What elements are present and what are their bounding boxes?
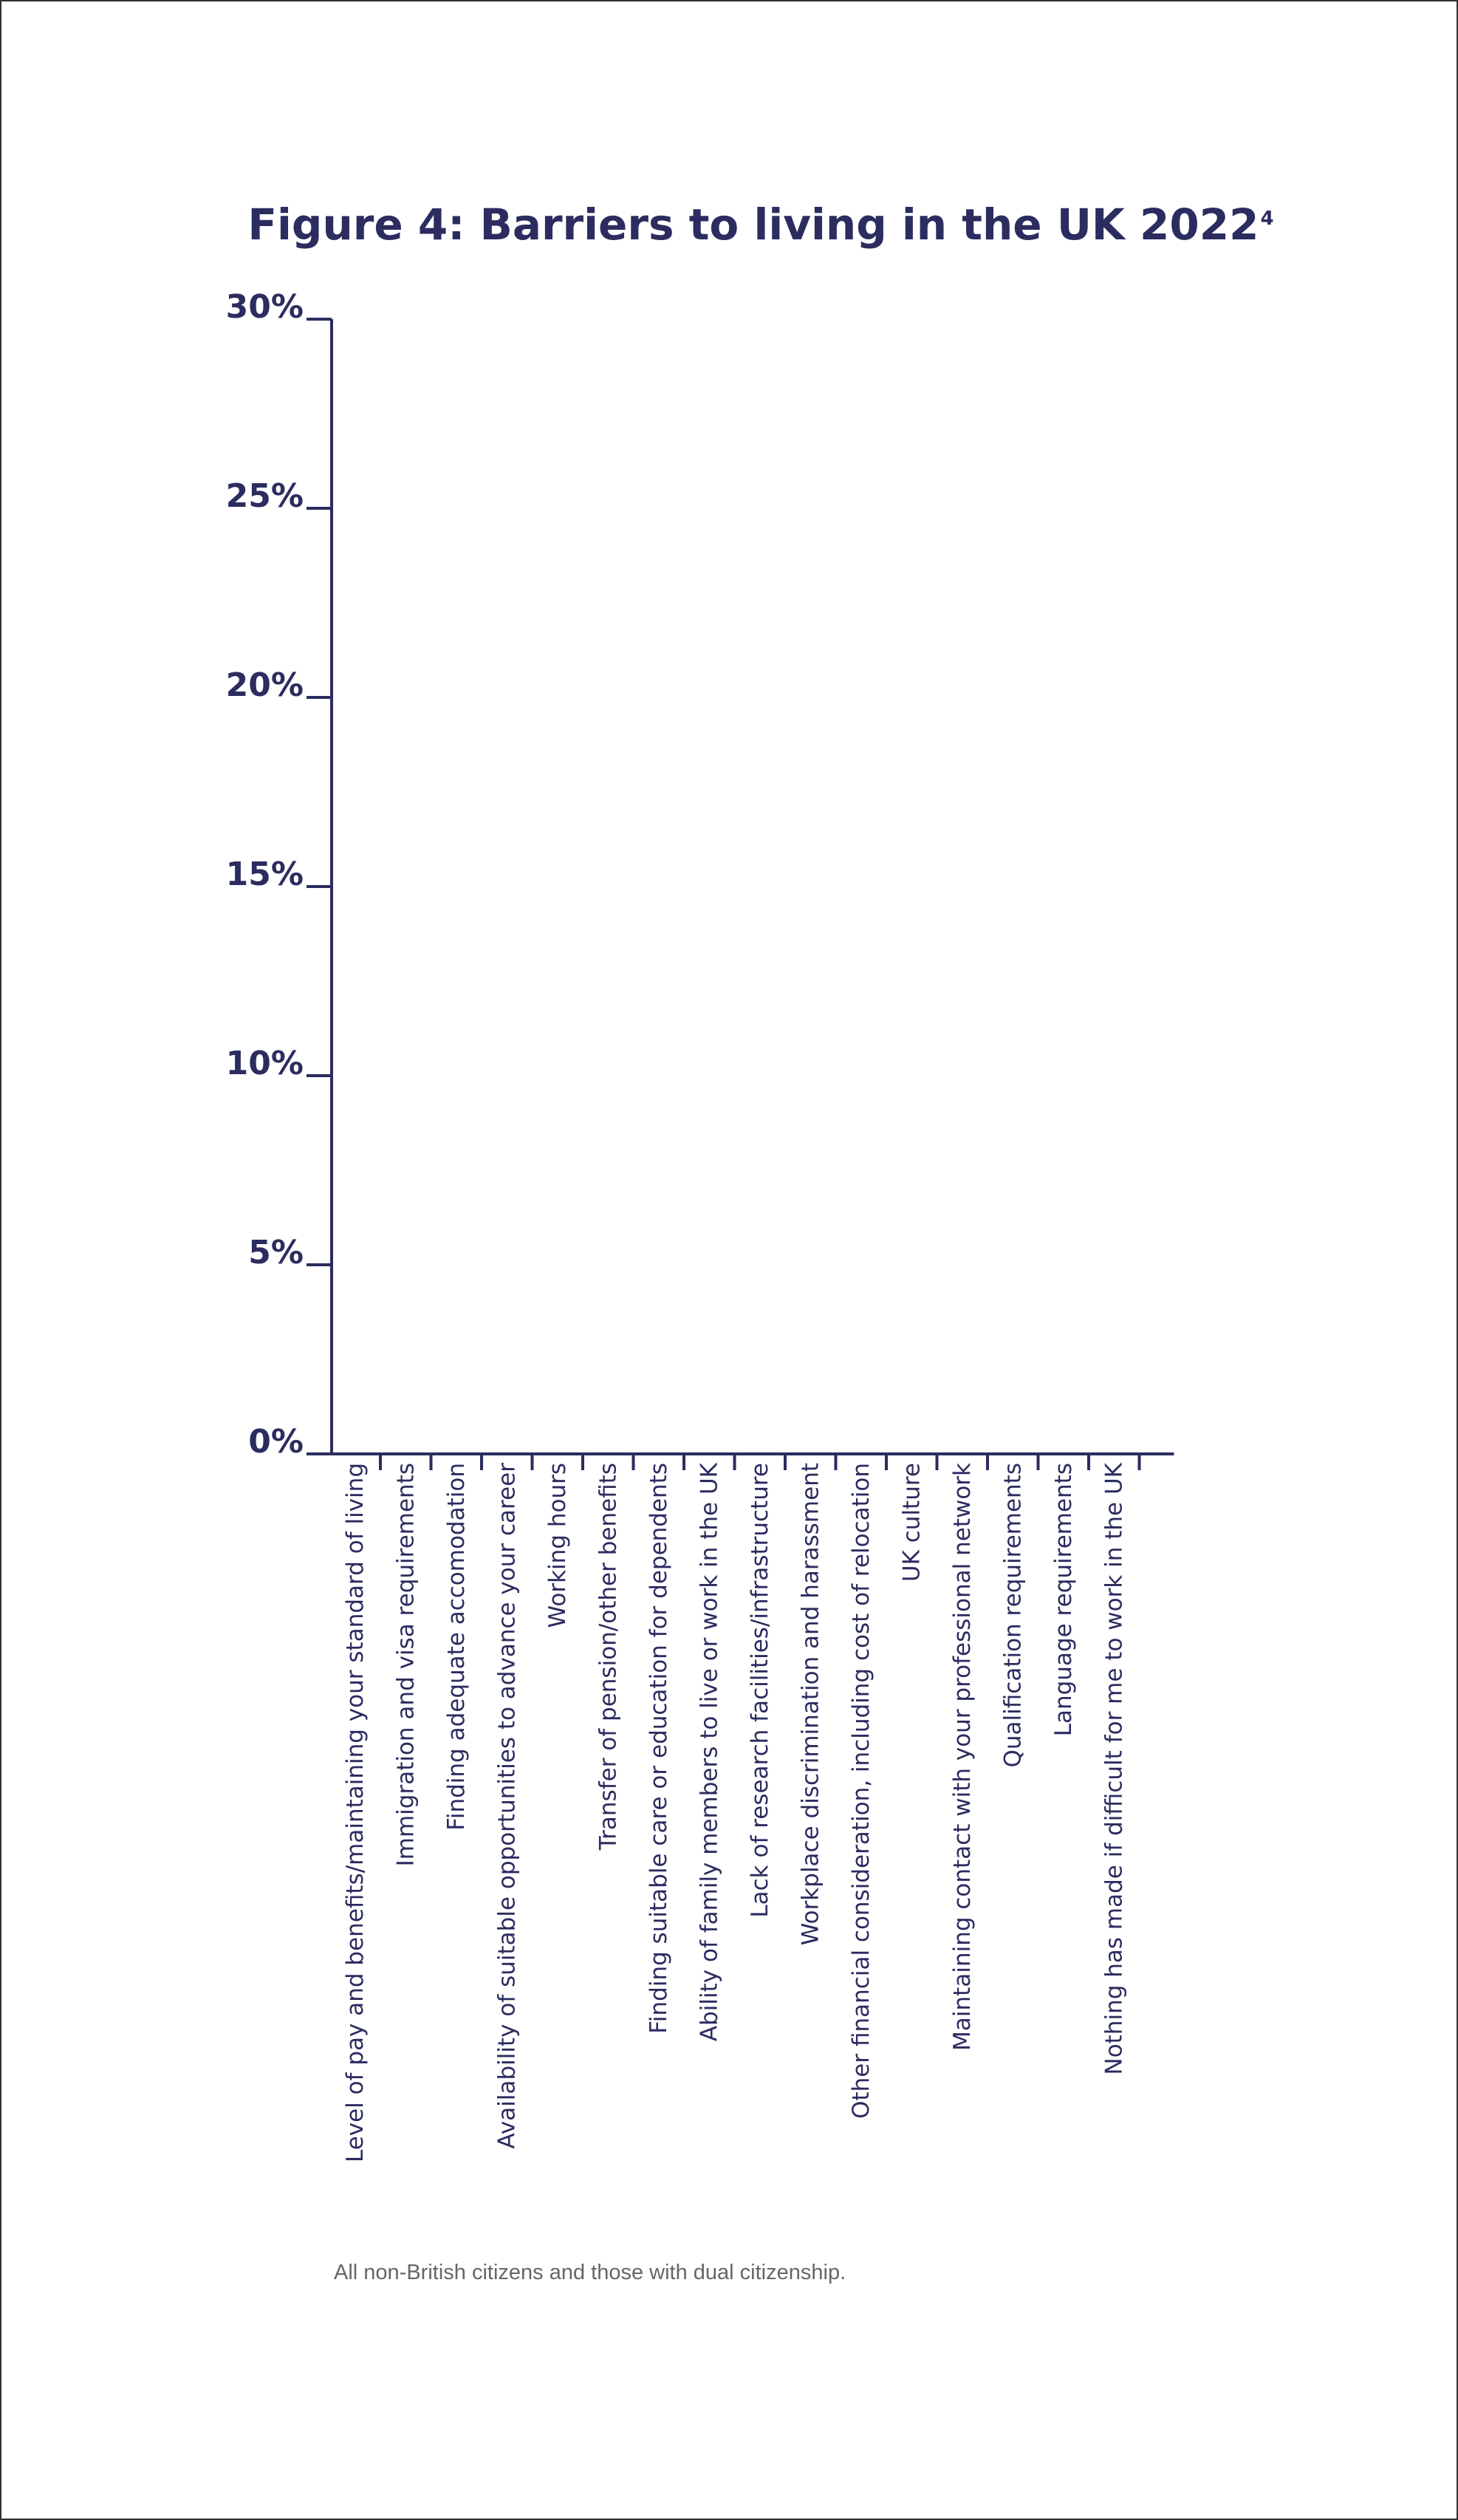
chart-title-superscript: 4: [1260, 207, 1274, 230]
x-category-label: Working hours: [544, 1463, 571, 1628]
x-category-label: Maintaining contact with your professional network: [948, 1463, 976, 2051]
x-category-label: Immigration and visa requirements: [392, 1463, 420, 1867]
y-tick-label: 25%: [225, 477, 304, 515]
x-category-label: Availability of suitable opportunities to advance your career: [493, 1463, 521, 2149]
x-category-label: Lack of research facilities/infrastructure: [746, 1463, 773, 1918]
x-category-label: Qualification requirements: [999, 1463, 1027, 1768]
x-axis: [332, 1454, 1174, 2162]
x-category-label: Finding adequate accomodation: [442, 1463, 470, 1831]
footnote: All non-British citizens and those with dual citizenship.: [334, 2261, 846, 2284]
y-tick-label: 30%: [225, 288, 304, 326]
chart-title-text: Figure 4: Barriers to living in the UK 2022: [247, 199, 1259, 250]
y-tick-label: 20%: [225, 666, 304, 704]
y-tick-label: 5%: [248, 1234, 304, 1271]
y-tick-label: 0%: [248, 1423, 304, 1461]
x-category-label: Nothing has made if difficult for me to work in the UK: [1101, 1463, 1128, 2075]
x-category-label: Transfer of pension/other benefits: [595, 1463, 622, 1851]
y-axis: [226, 288, 332, 1461]
x-category-label: Language requirements: [1050, 1463, 1077, 1737]
y-tick-label: 15%: [225, 856, 304, 893]
x-category-label: Other financial consideration, including cost of relocation: [847, 1463, 875, 2119]
x-category-label: Workplace discrimination and harassment: [797, 1463, 824, 1946]
y-tick-label: 10%: [225, 1045, 304, 1082]
x-category-label: Level of pay and benefits/maintaining your standard of living: [341, 1463, 369, 2163]
x-category-label: Finding suitable care or education for dependents: [645, 1463, 672, 2034]
x-category-label: Ability of family members to live or work in the UK: [696, 1463, 723, 2042]
x-category-label: UK culture: [898, 1463, 925, 1582]
